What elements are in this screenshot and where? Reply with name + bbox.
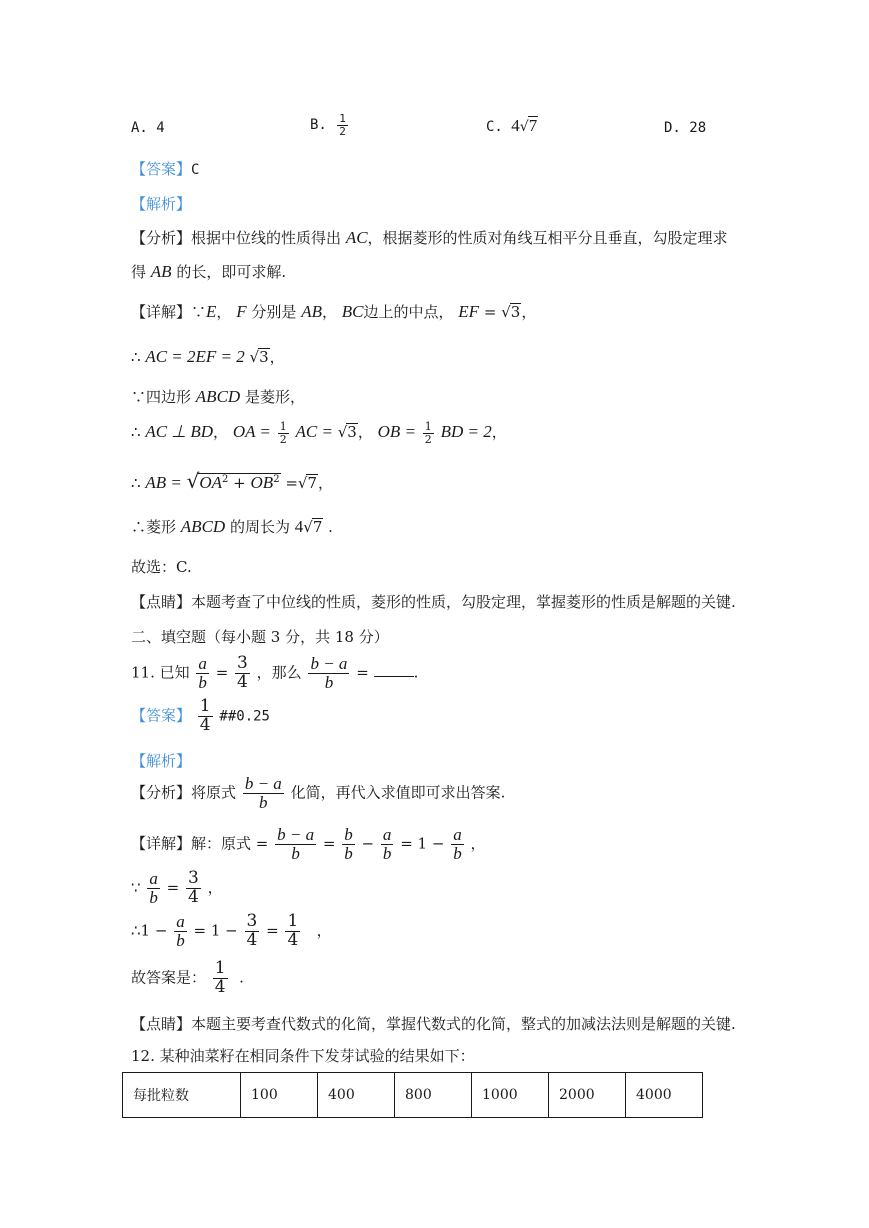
fraction: $\frac{a}{b}$ (382, 825, 392, 863)
fraction: $\frac{1}{2}$ (279, 420, 287, 446)
fraction: $\frac{1}{2}$ (339, 112, 346, 138)
fraction: $\frac{a}{b}$ (198, 654, 207, 692)
option-b: B. $\frac{1}{2}$ (310, 112, 346, 138)
answer-line: 【答案】C (131, 160, 200, 178)
data-table (122, 1072, 703, 1118)
table-cell: 100 (241, 1073, 318, 1118)
choose-line: 故选：C. (131, 558, 192, 576)
fraction: $\frac{1}{2}$ (424, 420, 432, 446)
q11-step-3: ∴1 − $\frac{a}{b}$ = 1 − $\frac{3}{4}$ = $\frac{1}{4}$ ， (131, 911, 332, 950)
table-row (123, 1073, 703, 1118)
fraction: $\frac{3}{4}$ (187, 868, 199, 907)
option-c: C. 4√7 (486, 116, 538, 135)
analysis-tag: 【解析】 (131, 752, 192, 770)
fraction: $\frac{b - a}{b}$ (244, 774, 282, 812)
q12-stem: 12. 某种油菜籽在相同条件下发芽试验的结果如下： (131, 1047, 475, 1065)
fraction: $\frac{3}{4}$ (246, 911, 258, 950)
fraction: $\frac{a}{b}$ (149, 869, 158, 907)
fraction: $\frac{a}{b}$ (176, 912, 185, 950)
option-d: D. 28 (664, 120, 707, 136)
q11-answer: 【答案】 $\frac{1}{4}$ ##0.25 (131, 696, 270, 735)
step-1: ∴ AC = 2EF = 2 √3， (131, 347, 285, 366)
fraction: $\frac{b - a}{b}$ (310, 654, 348, 692)
analysis-tag: 【解析】 (131, 195, 192, 213)
table-cell: 每批粒数 (123, 1073, 241, 1118)
table-cell: 400 (318, 1073, 395, 1118)
fenxi-line-2: 得 AB 的长，即可求解. (131, 262, 287, 281)
fraction: $\frac{a}{b}$ (453, 825, 462, 863)
step-3: ∴ AC ⊥ BD， OA = $\frac{1}{2}$ AC = √3， OB = $\frac{1}{2}$ BD = 2， (131, 420, 507, 446)
q11-step-4: 故答案是： $\frac{1}{4}$ . (131, 958, 244, 997)
fraction: $\frac{1}{4}$ (214, 958, 226, 997)
fraction: $\frac{3}{4}$ (237, 653, 248, 692)
q11-step-2: ∵ $\frac{a}{b}$ = $\frac{3}{4}$ ， (131, 868, 223, 907)
table-cell: 2000 (549, 1073, 626, 1118)
step-4: ∴ AB = $√OA^2 + OB^2 =√7$， (131, 469, 334, 493)
step-2: ∵四边形 ABCD 是菱形， (131, 387, 305, 406)
q11-dianjing: 【点睛】本题主要考查代数式的化简，掌握代数式的化简，整式的加减法法则是解题的关键. (131, 1015, 736, 1033)
q11-fenxi: 【分析】将原式 $\frac{b - a}{b}$ 化简，再代入求值即可求出答案. (131, 774, 506, 812)
answer-blank (374, 676, 414, 677)
option-a: A. 4 (131, 120, 165, 136)
dianjing-line: 【点睛】本题考查了中位线的性质，菱形的性质，勾股定理，掌握菱形的性质是解题的关键. (131, 593, 736, 611)
section-heading: 二、填空题（每小题 3 分，共 18 分） (131, 628, 389, 646)
fraction: $\frac{1}{4}$ (199, 696, 211, 735)
table-cell: 800 (395, 1073, 472, 1118)
q11-stem: 11. 已知 $\frac{a}{b}$ = $\frac{3}{4}$ ，那么 $\frac{b - a}{b}$ = . (131, 653, 419, 692)
xiangjie-line: 【详解】∵E， F 分别是 AB， BC边上的中点， EF = √3， (131, 302, 537, 321)
fraction: $\frac{1}{4}$ (287, 911, 299, 950)
step-5: ∴菱形 ABCD 的周长为 4√7 . (131, 517, 333, 536)
q11-xiangjie: 【详解】解：原式 = $\frac{b - a}{b}$ = $\frac{b}{b}$ − $\frac{a}{b}$ = 1 − $\frac{a}{b}$ ， (131, 825, 486, 863)
fraction: $\frac{b}{b}$ (344, 825, 353, 863)
fenxi-line-1: 【分析】根据中位线的性质得出 AC，根据菱形的性质对角线互相平分且垂直，勾股定理求 (131, 228, 728, 247)
table-cell: 1000 (472, 1073, 549, 1118)
table-cell: 4000 (626, 1073, 703, 1118)
fraction: $\frac{b - a}{b}$ (277, 825, 315, 863)
